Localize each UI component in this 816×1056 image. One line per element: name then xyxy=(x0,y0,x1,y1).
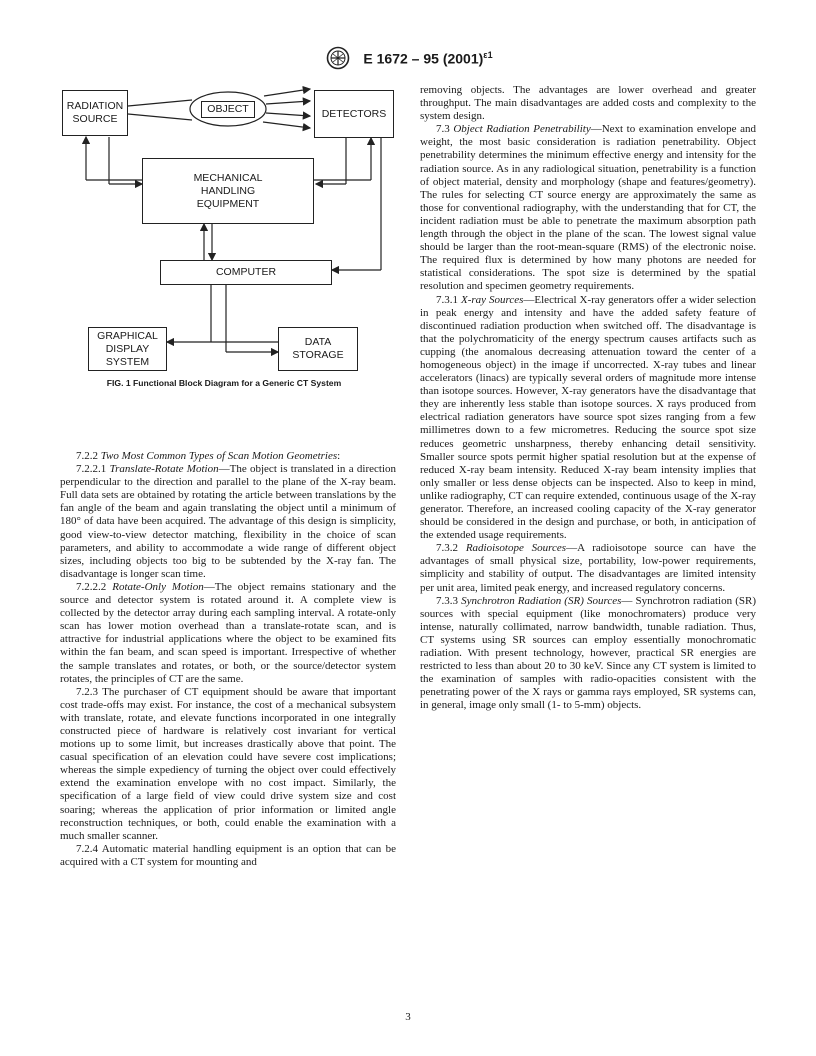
title-separator: — xyxy=(566,542,578,555)
left-text-column xyxy=(60,450,396,869)
section-number: 7.2.3 xyxy=(76,685,98,698)
graphical-display-box: GRAPHICAL DISPLAY SYSTEM xyxy=(88,327,167,371)
section-number: 7.3 xyxy=(436,123,450,136)
data-storage-box: DATA STORAGE xyxy=(278,327,358,371)
paragraph xyxy=(420,123,756,293)
paragraph xyxy=(420,595,756,713)
paragraph xyxy=(60,450,396,463)
paragraph-text: A radioisotope source can have the advantages of small physical size, portability, low-power requirements, simplicity and stability of output. The disadvantages are limited intensity per unit area, limited peak energy, and increased regulatory concerns. xyxy=(420,542,757,594)
section-number: 7.3.1 xyxy=(436,293,458,306)
standard-designation: E 1672 – 95 $(2001)^{\varepsilon 1}$ xyxy=(363,49,493,67)
paragraph xyxy=(420,84,756,123)
section-title: Two Most Common Types of Scan Motion Geometries xyxy=(100,450,338,462)
section-number: 7.2.2 xyxy=(76,450,98,462)
paragraph xyxy=(420,294,756,543)
paragraph xyxy=(60,843,396,869)
title-separator: : xyxy=(337,450,341,462)
paragraph-text: Synchrotron radiation (SR) sources with special equipment (like monochromaters) produce very intense, naturally collimated, narrow bandwidth, tunable radiation. Thus, CT systems using SR sources can employ essentially monochromatic radiation. With present technology, however, practical SR energies are restricted to less than about 20 to 30 keV. Since any CT system is limited to the examination of samples with radio-opacities consistent with the penetrating power of the X rays or gamma rays employed, SR systems can, in general, image only small (1- to 5-mm) objects. xyxy=(420,594,756,712)
page-header xyxy=(0,46,816,70)
astm-logo-icon xyxy=(323,46,353,70)
title-separator: — xyxy=(218,463,230,476)
title-separator: — xyxy=(523,293,535,306)
title-separator: — xyxy=(203,580,215,593)
section-number: 7.3.3 xyxy=(436,594,458,607)
paragraph xyxy=(60,686,396,843)
paragraph-text: Automatic material handling equipment is an option that can be acquired with a CT system for mounting and xyxy=(60,842,396,868)
designation-superscript: ε1 xyxy=(483,49,493,60)
section-number: 7.3.2 xyxy=(436,542,458,555)
section-title: Translate-Rotate Motion xyxy=(109,463,219,476)
paragraph-text: removing objects. The advantages are lower overhead and greater throughput. The main disadvantages are added costs and complexity to the system design. xyxy=(420,84,756,123)
paragraph-text: The purchaser of CT equipment should be aware that important cost trade-offs may exist. For instance, the cost of a mechanical subsystem with translate, rotate, and elevate functions incorporated in one integrally constructed piece of hardware is relatively cost invariant for vertical motions up to some limit, but increases drastically above that point. The casual specification of an elevation could have severe cost implications; whereas the simple expediency of turning the object over could effectively extend the examination envelope with no cost impact. Similarly, the specification of a large field of view could drive system size and cost soaring; whereas the application of prior information or limited angle reconstruction techniques, or both, could enable the examination with a much smaller scanner. xyxy=(60,685,396,842)
paragraph-text: Electrical X-ray generators offer a wider selection in peak energy and intensity and have the added safety feature of discontinued radiation production when switched off. The disadvantage is that the polychromaticity of the energy spectrum causes artifacts such as cupping (the anomalous decreasing attenuation toward the center of a homogeneous object) in the image if uncorrected. X-ray tubes and linear accelerators (linacs) are typically several orders of magnitude more intense than isotope sources. However, X-ray generators have the disadvantage that they are inherently less stable than isotope sources. X rays produced from electrical radiation generators have source spot sizes ranging from a few millimetres down to a few micrometres. Reducing the source spot size reduces geometric unsharpness, thereby enhancing detail sensitivity. Smaller source spots permit higher spatial resolution but at the expense of reduced X-ray beam intensity. Reduced X-ray beam intensity implies that only smaller or less dense objects can be inspected. Also to keep in mind, unlike radiography, CT can require extended, continuous usage of the X-ray generator. Therefore, an increased cooling capacity of the X-ray generator should be considered in the design and purchase, or both, in anticipation of the extended usage requirements. xyxy=(420,293,757,542)
detectors-box: DETECTORS xyxy=(314,90,394,138)
section-number: 7.2.2.2 xyxy=(76,580,107,593)
paragraph xyxy=(60,581,396,686)
paragraph xyxy=(60,463,396,581)
radiation-source-box: RADIATION SOURCE xyxy=(62,90,128,136)
section-number: 7.2.4 xyxy=(76,842,98,855)
block-diagram-figure xyxy=(56,80,400,380)
computer-box: COMPUTER xyxy=(160,260,332,285)
title-separator: — xyxy=(621,594,633,607)
object-box: OBJECT xyxy=(201,101,255,118)
paragraph xyxy=(420,542,756,594)
title-separator: — xyxy=(590,123,602,136)
section-title: X-ray Sources xyxy=(460,293,524,306)
section-number: 7.2.2.1 xyxy=(76,463,107,476)
paragraph-text: The object remains stationary and the source and detector system is rotated around it. A complete view is collected by the detector array during each sampling interval. A rotate-only scan has lower motion overhead than a translate-rotate scan, and is attractive for industrial applications where the object to be examined fits within the fan beam, and scan speed is important. Irrespective of whether the sample translates and rotates, or both, or the source/detector system rotates, the principles of CT are the same. xyxy=(60,580,397,685)
section-title: Rotate-Only Motion xyxy=(112,580,204,593)
section-title: Radioisotope Sources xyxy=(465,542,567,555)
page-number: 3 xyxy=(405,1011,411,1023)
paragraph-text: The object is translated in a direction perpendicular to the direction and parallel to the plane of the X-ray beam. Full data sets are obtained by rotating the article between translations by the fan angle of the beam and again translating the object until a minimum of 180° of data have been acquired. The advantage of this design is simplicity, good view-to-view detector matching, flexibility in the choice of scan parameters, and ability to accommodate a wide range of different object sizes, including objects too big to be subtended by the X-ray fan. The disadvantage is longer scan time. xyxy=(60,463,397,580)
right-text-column xyxy=(420,84,756,713)
mechanical-handling-box: MECHANICAL HANDLING EQUIPMENT xyxy=(142,158,314,224)
section-title: Synchrotron Radiation (SR) Sources xyxy=(461,594,622,607)
paragraph-text: Next to examination envelope and weight, the most basic consideration is radiation penetrability. Object penetrability determines the minimum effective energy and intensity for the radiation source. As in any radiological situation, penetrability is a function of object material, density and morphology (shape and features/geometry). The rules for selecting CT source energy are approximately the same as those for conventional radiography, with the understanding that for CT, the incident radiation must be able to penetrate the maximum absorption path length through the object in the plane of the scan. The lowest signal value should be larger than the root-mean-square (RMS) of the electronic noise. The required flux is determined by how many photons are needed for statistical considerations. The spot size is determined by the spatial resolution and specimen geometry requirements. xyxy=(420,123,757,293)
section-title: Object Radiation Penetrability xyxy=(453,123,591,136)
figure-caption: FIG. 1 Functional Block Diagram for a Generic CT System xyxy=(106,378,342,388)
